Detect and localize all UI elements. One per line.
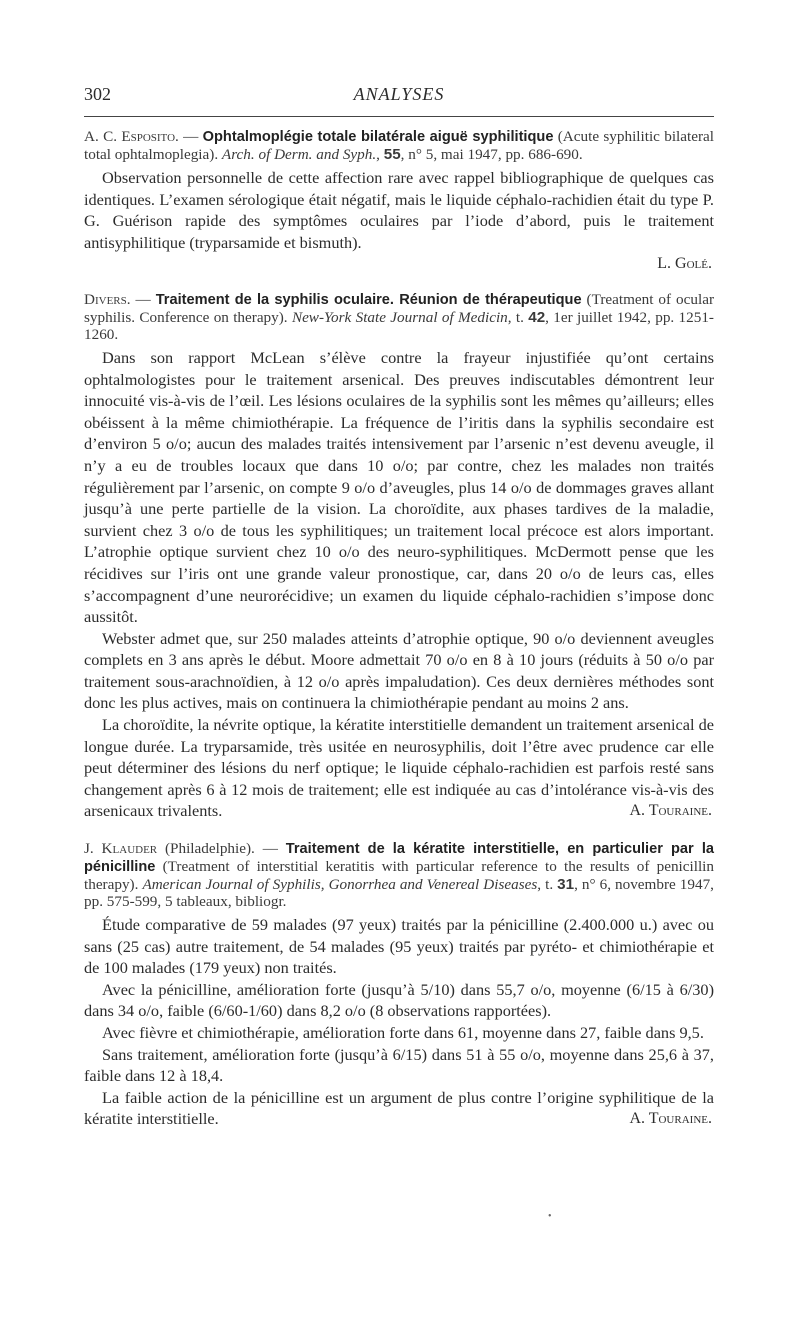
citation-separator: , t. bbox=[537, 876, 558, 894]
article-signature: A. Touraine. bbox=[629, 1110, 712, 1128]
article-journal: New-York State Journal of Medicin bbox=[291, 308, 508, 326]
article-title: Traitement de la syphilis oculaire. Réunion de thérapeutique bbox=[155, 291, 582, 308]
article-paragraph: Webster admet que, sur 250 malades atteints d’atrophie optique, 90 o/o deviennent aveugles complets en 3 ans après le début. Moore admettait 70 o/o en 8 à 10 jours (réduits à 50 o/o par traitement sous-arachnoïdien, à 12 o/o après impaludation). Ces deux dernières méthodes sont donc les plus actives, mais on continuera la chimiothérapie pendant au moins 2 ans. bbox=[84, 628, 714, 713]
article-signature: A. Touraine. bbox=[629, 802, 712, 820]
running-title: ANALYSES bbox=[353, 84, 445, 104]
citation-separator: , bbox=[376, 146, 384, 163]
article-esposito bbox=[84, 128, 714, 275]
article-volume: 31 bbox=[557, 876, 575, 894]
article-journal: American Journal of Syphilis, Gonorrhea and Venereal Diseases bbox=[142, 876, 538, 894]
article-author: J. Klauder bbox=[84, 840, 158, 858]
article-citation bbox=[84, 840, 714, 910]
page-content bbox=[84, 128, 714, 1144]
article-volume: 42 bbox=[528, 308, 546, 326]
article-author: A. C. Esposito. bbox=[84, 128, 179, 145]
article-paragraph: Avec fièvre et chimiothérapie, amélioration forte dans 61, moyenne dans 27, faible dans 9,5. bbox=[102, 1023, 704, 1042]
page-header bbox=[84, 84, 714, 110]
article-details: , n° 6, novembre 1947, pp. 575-599, 5 tableaux, bibliogr. bbox=[84, 876, 714, 911]
citation-dash: — bbox=[178, 128, 203, 145]
article-paragraph: Étude comparative de 59 malades (97 yeux) traités par la pénicilline (2.400.000 u.) avec ou sans (25 cas) autre traitement, de 54 malades (95 yeux) traités par pyréto- et chimiothérapie et de 100 malades (179 yeux) non traités. bbox=[84, 915, 714, 978]
citation-dash: — bbox=[130, 290, 156, 308]
article-divers bbox=[84, 291, 714, 822]
footer-mark: • bbox=[548, 1211, 552, 1222]
citation-dash: — bbox=[254, 840, 286, 858]
article-paragraph: La faible action de la pénicilline est un argument de plus contre l’origine syphilitique de la kératite interstitielle. bbox=[84, 1087, 714, 1129]
article-volume: 55 bbox=[383, 146, 401, 163]
article-paragraph: Avec la pénicilline, amélioration forte (jusqu’à 5/10) dans 55,7 o/o, moyenne (6/15 à 6/30) dans 34 o/o, faible (6/60-1/60) dans 8,2 o/o (8 observations rapportées). bbox=[84, 979, 714, 1021]
article-paragraph: La choroïdite, la névrite optique, la kératite interstitielle demandent un traitement arsenical de longue durée. La tryparsamide, très usitée en neurosyphilis, doit l’être avec prudence car elle peut déterminer des lésions du nerf optique; le liquide céphalo-rachidien est parfois resté sans changement après 6 à 12 mois de traitement; elle est indiquée au cas d’intolérance vis-à-vis des arsenicaux trivalents. bbox=[84, 715, 714, 821]
header-rule bbox=[84, 116, 714, 117]
article-paragraph: Sans traitement, amélioration forte (jusqu’à 6/15) dans 51 à 55 o/o, moyenne dans 25,6 à 37, faible dans 12 à 18,4. bbox=[84, 1044, 714, 1086]
article-translation: (Treatment of interstitial keratitis with particular reference to the results of penicillin therapy). bbox=[84, 858, 714, 894]
article-journal: Arch. of Derm. and Syph. bbox=[221, 146, 377, 163]
article-paragraph: Observation personnelle de cette affection rare avec rappel bibliographique de quelques cas identiques. L’examen sérologique était négatif, mais le liquide céphalo-rachidien était du type P. G. Guérison rapide des symptômes oculaires par l’iode d’abord, puis le traitement antisyphilitique (tryparsamide et bismuth). bbox=[84, 168, 714, 252]
article-title: Traitement de la kératite interstitielle, en particulier par la pénicilline bbox=[84, 841, 714, 876]
article-klauder bbox=[84, 840, 714, 1130]
article-signature: L. Golé. bbox=[657, 255, 712, 273]
article-citation bbox=[84, 128, 714, 163]
article-details: , 1er juillet 1942, pp. 1251-1260. bbox=[84, 308, 714, 343]
article-translation: (Treatment of ocular syphilis. Conference on therapy). bbox=[84, 290, 715, 326]
page-number: 302 bbox=[84, 84, 111, 104]
citation-separator: , t. bbox=[507, 308, 529, 326]
article-details: , n° 5, mai 1947, pp. 686-690. bbox=[400, 146, 583, 163]
article-place: (Philadelphie). bbox=[157, 840, 255, 858]
article-title: Ophtalmoplégie totale bilatérale aiguë syphilitique bbox=[202, 129, 554, 145]
article-author: Divers. bbox=[84, 290, 131, 308]
article-translation: (Acute syphilitic bilateral total ophtalmoplegia). bbox=[84, 128, 714, 163]
article-citation bbox=[84, 291, 714, 343]
article-paragraph: Dans son rapport McLean s’élève contre la frayeur injustifiée qu’ont certains ophtalmologistes pour le traitement arsenical. Des preuves indiscutables démontrent leur innocuité vis-à-vis de l’œil. Les lésions oculaires de la syphilis sont les mêmes qu’ailleurs; elles obéissent à la même chimiothérapie. La fréquence de l’iritis dans la syphilis secondaire est d’environ 5 o/o; aucun des malades traités intensivement par l’arsenic n’est devenu aveugle, il n’y a eu de troubles locaux que dans 10 o/o; par contre, chez les malades non traités régulièrement par l’arsenic, on compte 9 o/o d’aveugles, plus 14 o/o de dommages graves allant jusqu’à une perte partielle de la vision. La choroïdite, aux phases tardives de la maladie, survient chez 3 o/o de tous les syphilitiques; un traitement local précoce est alors important. L’atrophie optique survient chez 10 o/o des neuro-syphilitiques. McDermott pense que les récidives sur l’iris ont une grande valeur pronostique, car, dans 20 o/o de leurs cas, elles s’accompagnent d’une neurorécidive; un examen du liquide céphalo-rachidien s’impose donc aussitôt. bbox=[84, 347, 714, 627]
